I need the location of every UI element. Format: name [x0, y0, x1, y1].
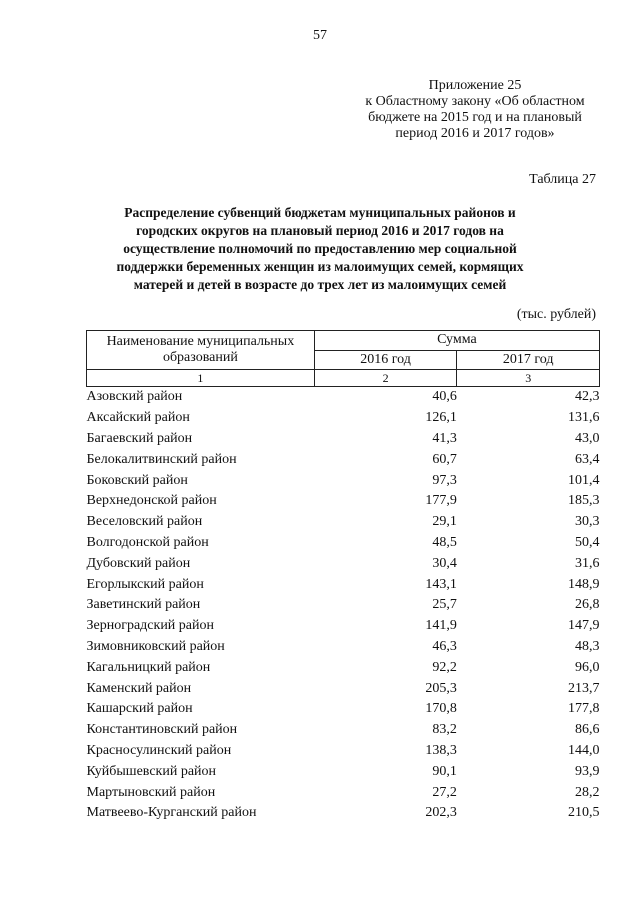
- header-sum: Сумма: [314, 331, 599, 351]
- table-row: [87, 533, 600, 554]
- table-row: [87, 699, 600, 720]
- value-2016: 83,2: [432, 722, 457, 738]
- value-2017: 42,3: [575, 389, 600, 405]
- appendix-line: период 2016 и 2017 годов»: [395, 126, 555, 141]
- table-row: [87, 491, 600, 512]
- table-row: [87, 782, 600, 803]
- table-row: [87, 449, 600, 470]
- district-name: Зерноградский район: [86, 618, 214, 634]
- district-name: Дубовский район: [86, 555, 191, 571]
- table-row: [87, 678, 600, 699]
- district-name: Верхнедонской район: [86, 493, 217, 509]
- table-row: [87, 574, 600, 595]
- district-name: Каменский район: [86, 680, 192, 696]
- table-row: [87, 408, 600, 429]
- district-name: Багаевский район: [86, 430, 193, 446]
- appendix-line: к Областному закону «Об областном: [365, 94, 585, 109]
- district-name: Кагальницкий район: [86, 659, 211, 675]
- table-row: [87, 720, 600, 741]
- page-number: 57: [313, 28, 327, 43]
- table-row: [87, 429, 600, 450]
- value-2017: 144,0: [568, 742, 600, 758]
- district-name: Заветинский район: [86, 597, 201, 613]
- value-2016: 25,7: [432, 597, 457, 613]
- value-2017: 30,3: [575, 514, 600, 530]
- value-2017: 43,0: [575, 430, 600, 446]
- value-2016: 143,1: [425, 576, 457, 592]
- value-2016: 48,5: [432, 534, 457, 550]
- value-2016: 141,9: [425, 618, 457, 634]
- district-name: Зимовниковский район: [86, 638, 225, 654]
- value-2017: 147,9: [568, 618, 600, 634]
- value-2017: 177,8: [568, 701, 600, 717]
- district-name: Азовский район: [86, 389, 183, 405]
- title-line: матерей и детей в возрасте до трех лет из малоимущих семей: [133, 277, 507, 292]
- value-2017: 93,9: [575, 763, 600, 779]
- value-2016: 30,4: [432, 555, 457, 571]
- table-row: [87, 387, 600, 408]
- value-2017: 96,0: [575, 659, 600, 675]
- document-title: [60, 204, 580, 294]
- value-2017: 26,8: [575, 597, 600, 613]
- value-2016: 170,8: [425, 701, 457, 717]
- table-row: [87, 657, 600, 678]
- title-line: городских округов на плановый период 2016 и 2017 годов на: [136, 223, 504, 238]
- header-name: Наименование муниципальных образований: [87, 331, 315, 370]
- district-name: Боковский район: [86, 472, 188, 488]
- value-2017: 210,5: [568, 805, 600, 821]
- value-2017: 48,3: [575, 638, 600, 654]
- value-2016: 97,3: [432, 472, 457, 488]
- units-label: (тыс. рублей): [516, 307, 596, 322]
- table-row: [87, 553, 600, 574]
- district-name: Константиновский район: [86, 722, 238, 738]
- district-name: Матвеево-Курганский район: [86, 805, 257, 821]
- table-row: [87, 595, 600, 616]
- value-2016: 29,1: [432, 514, 457, 530]
- value-2016: 177,9: [425, 493, 457, 509]
- district-name: Куйбышевский район: [86, 763, 217, 779]
- value-2017: 131,6: [568, 410, 600, 426]
- value-2016: 41,3: [432, 430, 457, 446]
- table-row: [87, 512, 600, 533]
- table-row: [87, 761, 600, 782]
- value-2016: 60,7: [432, 451, 457, 467]
- district-name: Волгодонской район: [86, 534, 209, 550]
- value-2017: 63,4: [575, 451, 600, 467]
- district-name: Егорлыкский район: [86, 576, 204, 592]
- value-2016: 46,3: [432, 638, 457, 654]
- appendix-line: бюджете на 2015 год и на плановый: [368, 110, 582, 125]
- district-name: Мартыновский район: [86, 784, 216, 800]
- table-row: [87, 637, 600, 658]
- value-2016: 40,6: [432, 389, 457, 405]
- value-2016: 202,3: [425, 805, 457, 821]
- value-2016: 27,2: [432, 784, 457, 800]
- value-2016: 90,1: [432, 763, 457, 779]
- value-2017: 148,9: [568, 576, 600, 592]
- header-year-2016: 2016 год: [314, 350, 457, 370]
- table-row: [87, 803, 600, 824]
- value-2017: 50,4: [575, 534, 600, 550]
- title-line: осуществление полномочий по предоставлению мер социальной: [123, 241, 517, 256]
- column-number: 3: [457, 370, 600, 387]
- value-2017: 185,3: [568, 493, 600, 509]
- table-row: [87, 616, 600, 637]
- value-2016: 138,3: [425, 742, 457, 758]
- district-name: Веселовский район: [86, 514, 203, 530]
- appendix-reference: [330, 78, 620, 142]
- subsidy-table: [86, 330, 600, 824]
- value-2017: 213,7: [568, 680, 600, 696]
- table-row: [87, 470, 600, 491]
- column-number: 1: [87, 370, 315, 387]
- district-name: Аксайский район: [86, 410, 190, 426]
- value-2016: 126,1: [425, 410, 457, 426]
- district-name: Красносулинский район: [86, 742, 232, 758]
- appendix-line: Приложение 25: [428, 78, 522, 93]
- value-2016: 92,2: [432, 659, 457, 675]
- value-2017: 28,2: [575, 784, 600, 800]
- value-2017: 86,6: [575, 722, 600, 738]
- district-name: Кашарский район: [86, 701, 193, 717]
- title-line: Распределение субвенций бюджетам муниципальных районов и: [124, 205, 516, 220]
- table-body: [87, 387, 600, 824]
- header-year-2017: 2017 год: [457, 350, 600, 370]
- table-number: Таблица 27: [529, 172, 596, 187]
- title-line: поддержки беременных женщин из малоимущих семей, кормящих: [116, 259, 524, 274]
- value-2017: 101,4: [568, 472, 600, 488]
- table-row: [87, 741, 600, 762]
- column-number: 2: [314, 370, 457, 387]
- value-2017: 31,6: [575, 555, 600, 571]
- district-name: Белокалитвинский район: [86, 451, 237, 467]
- value-2016: 205,3: [425, 680, 457, 696]
